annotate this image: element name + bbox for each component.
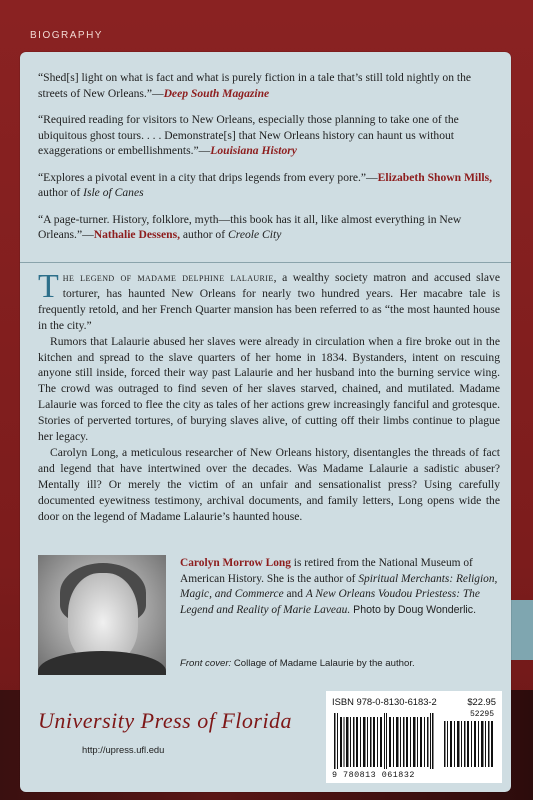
praise-quote-4: “A page-turner. History, folklore, myth—this book has it all, like almost everything in New Orleans.”—Nathalie Dessens, author of Creole City bbox=[38, 212, 462, 241]
barcode bbox=[332, 711, 496, 769]
book-description bbox=[38, 270, 500, 525]
barcode-digits: 9 780813 061832 bbox=[332, 770, 415, 780]
author-name: Carolyn Morrow Long bbox=[180, 557, 291, 569]
description-paragraph-1: The legend of madame delphine lalaurie, a wealthy society matron and accused slave torturer, has haunted New Orleans for nearly two hundred years. Her macabre tale is frequently retold, and her French Quarter mansion has been referred to as “the most haunted house in the city.” bbox=[38, 268, 500, 332]
price-text: $22.95 bbox=[467, 696, 496, 707]
drop-cap: T bbox=[38, 268, 59, 305]
barcode-box bbox=[326, 691, 502, 783]
isbn-text: ISBN 978-0-8130-6183-2 bbox=[332, 696, 437, 707]
description-paragraph-3: Carolyn Long, a meticulous researcher of New Orleans history, disentangles the threads of fact and legend that have intertwined over the decades. Was Madame Lalaurie a sadistic abuser? Mentally ill? Or merely the victim of an unfair and sensationalist press? Using carefully documented eyewitness testimony, archival documents, and family letters, Long opens wide the door on the legend of Madame Lalaurie’s haunted house. bbox=[38, 445, 500, 523]
front-cover-credit: Front cover: Collage of Madame Lalaurie by the author. bbox=[180, 658, 415, 669]
praise-quote-1: “Shed[s] light on what is fact and what is purely fiction in a tale that’s still told nightly on the streets of New Orleans.”—Deep South Magazine bbox=[38, 71, 472, 100]
section-divider bbox=[20, 262, 511, 263]
lead-in: he legend of madame delphine lalaurie bbox=[62, 271, 274, 284]
price-addon-digits: 52295 bbox=[469, 710, 494, 719]
praise-source-3: Elizabeth Shown Mills, bbox=[377, 170, 493, 184]
photo-credit: Photo by Doug Wonderlic. bbox=[350, 603, 477, 616]
description-paragraph-2: Rumors that Lalaurie abused her slaves were already in circulation when a fire broke out in the kitchen and spread to the slave quarters of her home in 1834. Bystanders, intent on rescuing anyone still inside, forced their way past Lalaurie and her husband into the burning service wing. The crowd was outraged to find seven of her slaves starved, chained, and mutilated. Madame Lalaurie was forced to flee the city as tales of her actions grew increasingly fanciful and grotesque. Stories of perverted tortures, of burying slaves alive, of cutting off their limbs continue to plague her legacy. bbox=[38, 334, 500, 444]
praise-quote-3: “Explores a pivotal event in a city that drips legends from every pore.”—Elizabeth Shown Mills, author of Isle of Canes bbox=[38, 170, 493, 199]
praise-section bbox=[38, 70, 500, 254]
publisher-logo: University Press of Florida bbox=[38, 708, 293, 733]
praise-work-3: Isle of Canes bbox=[83, 186, 144, 199]
book-title-2: A New Orleans Voudou Priestess: The Legend and Reality of Marie Laveau. bbox=[180, 588, 480, 616]
decorative-wedge bbox=[511, 600, 533, 660]
praise-work-4: Creole City bbox=[228, 228, 282, 241]
praise-source-4: Nathalie Dessens, bbox=[93, 228, 181, 241]
author-photo bbox=[38, 555, 166, 675]
book-title-1: Spiritual Merchants: Religion, Magic, and Commerce bbox=[180, 572, 498, 601]
author-bio: Carolyn Morrow Long is retired from the National Museum of American History. She is the author of Spiritual Merchants: Religion, Magic, and Commerce and A New Orleans Voudou Priestess: The Legend and Reality of Marie Laveau. Photo by Doug Wonderlic. bbox=[180, 557, 498, 616]
category-label: BIOGRAPHY bbox=[30, 30, 103, 41]
praise-quote-2: “Required reading for visitors to New Orleans, especially those planning to take one of the ubiquitous ghost tours. . . . Demonstrate[s] that New Orleans history can haunt us without exaggerations or embellishments.”—Louisiana History bbox=[38, 113, 459, 157]
praise-source-1: Deep South Magazine bbox=[163, 86, 270, 100]
praise-source-2: Louisiana History bbox=[210, 144, 297, 157]
publisher-url: http://upress.ufl.edu bbox=[82, 744, 165, 755]
